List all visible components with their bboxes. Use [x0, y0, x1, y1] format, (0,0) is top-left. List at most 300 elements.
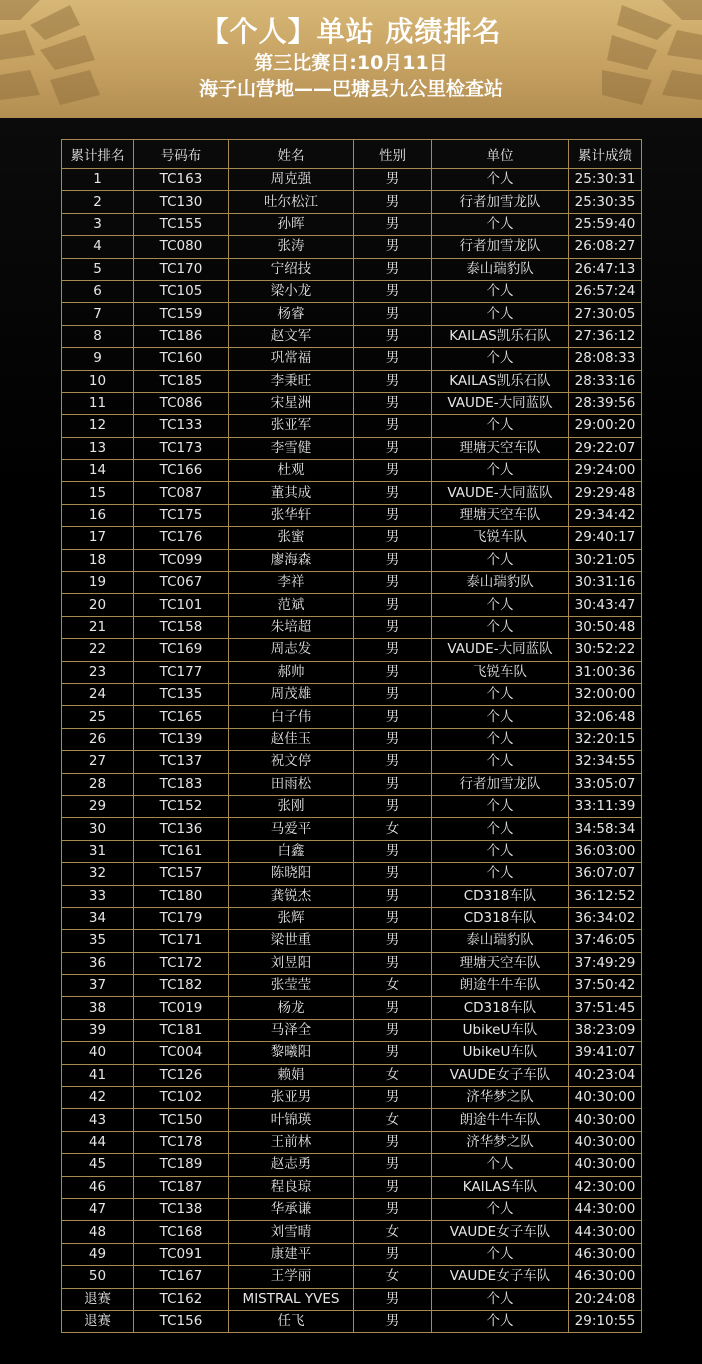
results-table: [61, 139, 642, 1333]
table-row: [62, 885, 642, 907]
cell-name: 华承谦: [229, 1198, 354, 1220]
table-row: [62, 280, 642, 302]
cell-name: 刘雪晴: [229, 1221, 354, 1243]
cell-bib: TC086: [134, 392, 229, 414]
cell-total-time: 34:58:34: [569, 818, 642, 840]
cell-bib: TC167: [134, 1266, 229, 1288]
cell-name: 张亚男: [229, 1087, 354, 1109]
cell-gender: 男: [354, 616, 432, 638]
cell-rank: 25: [62, 706, 134, 728]
cell-name: 杨龙: [229, 997, 354, 1019]
cell-name: 白鑫: [229, 840, 354, 862]
cell-gender: 男: [354, 907, 432, 929]
cell-total-time: 36:34:02: [569, 907, 642, 929]
cell-team: 个人: [432, 840, 569, 862]
cell-name: 祝文停: [229, 751, 354, 773]
cell-rank: 19: [62, 572, 134, 594]
cell-rank: 29: [62, 795, 134, 817]
cell-team: 个人: [432, 683, 569, 705]
cell-total-time: 32:06:48: [569, 706, 642, 728]
cell-rank: 退赛: [62, 1288, 134, 1310]
cell-gender: 男: [354, 997, 432, 1019]
table-row: [62, 504, 642, 526]
table-row: [62, 460, 642, 482]
cell-team: VAUDE女子车队: [432, 1064, 569, 1086]
cell-bib: TC177: [134, 661, 229, 683]
cell-total-time: 37:50:42: [569, 975, 642, 997]
cell-bib: TC181: [134, 1019, 229, 1041]
cell-rank: 39: [62, 1019, 134, 1041]
cell-total-time: 40:30:00: [569, 1154, 642, 1176]
cell-rank: 13: [62, 437, 134, 459]
cell-bib: TC172: [134, 952, 229, 974]
cell-gender: 男: [354, 751, 432, 773]
table-row: [62, 1243, 642, 1265]
table-row: [62, 325, 642, 347]
cell-team: UbikeU车队: [432, 1019, 569, 1041]
cell-bib: TC169: [134, 639, 229, 661]
cell-gender: 男: [354, 683, 432, 705]
header-team: 单位: [432, 140, 569, 169]
cell-name: 张莹莹: [229, 975, 354, 997]
cell-gender: 男: [354, 594, 432, 616]
cell-name: 赵文军: [229, 325, 354, 347]
cell-bib: TC136: [134, 818, 229, 840]
cell-team: 朗途牛牛车队: [432, 1109, 569, 1131]
cell-gender: 男: [354, 348, 432, 370]
cell-name: 杨睿: [229, 303, 354, 325]
table-row: [62, 1288, 642, 1310]
stage-route: 海子山营地——巴塘县九公里检查站: [198, 78, 503, 100]
cell-bib: TC170: [134, 258, 229, 280]
header-banner: [0, 0, 702, 118]
table-row: [62, 482, 642, 504]
cell-bib: TC173: [134, 437, 229, 459]
cell-gender: 男: [354, 661, 432, 683]
cell-bib: TC161: [134, 840, 229, 862]
table-row: [62, 616, 642, 638]
cell-gender: 男: [354, 952, 432, 974]
cell-name: 孙晖: [229, 213, 354, 235]
cell-gender: 男: [354, 325, 432, 347]
table-row: [62, 930, 642, 952]
cell-name: 王学丽: [229, 1266, 354, 1288]
cell-team: KAILAS车队: [432, 1176, 569, 1198]
cell-team: 个人: [432, 728, 569, 750]
table-header-row: [62, 140, 642, 169]
cell-name: 刘昱阳: [229, 952, 354, 974]
cell-team: 个人: [432, 415, 569, 437]
cell-rank: 41: [62, 1064, 134, 1086]
cell-gender: 男: [354, 280, 432, 302]
cell-bib: TC165: [134, 706, 229, 728]
cell-team: VAUDE-大同蓝队: [432, 392, 569, 414]
cell-rank: 46: [62, 1176, 134, 1198]
cell-name: 白子伟: [229, 706, 354, 728]
cell-team: 个人: [432, 549, 569, 571]
cell-rank: 17: [62, 527, 134, 549]
cell-team: 个人: [432, 1288, 569, 1310]
table-row: [62, 1266, 642, 1288]
cell-name: 赵佳玉: [229, 728, 354, 750]
table-row: [62, 773, 642, 795]
cell-name: 龚锐杰: [229, 885, 354, 907]
cell-team: 济华梦之队: [432, 1087, 569, 1109]
cell-bib: TC102: [134, 1087, 229, 1109]
table-row: [62, 1310, 642, 1332]
cell-gender: 男: [354, 639, 432, 661]
cell-total-time: 36:07:07: [569, 863, 642, 885]
cell-bib: TC019: [134, 997, 229, 1019]
cell-team: KAILAS凯乐石队: [432, 370, 569, 392]
cell-gender: 男: [354, 930, 432, 952]
cell-team: 个人: [432, 169, 569, 191]
cell-total-time: 37:46:05: [569, 930, 642, 952]
cell-team: CD318车队: [432, 997, 569, 1019]
cell-total-time: 33:05:07: [569, 773, 642, 795]
cell-rank: 43: [62, 1109, 134, 1131]
cell-total-time: 27:36:12: [569, 325, 642, 347]
cell-bib: TC189: [134, 1154, 229, 1176]
cell-name: 范斌: [229, 594, 354, 616]
cell-total-time: 32:20:15: [569, 728, 642, 750]
cell-team: 理塘天空车队: [432, 504, 569, 526]
cell-rank: 38: [62, 997, 134, 1019]
cell-gender: 男: [354, 795, 432, 817]
cell-name: 康建平: [229, 1243, 354, 1265]
cell-bib: TC156: [134, 1310, 229, 1332]
cell-team: 个人: [432, 795, 569, 817]
table-row: [62, 236, 642, 258]
cell-team: 行者加雪龙队: [432, 236, 569, 258]
cell-total-time: 26:57:24: [569, 280, 642, 302]
cell-team: KAILAS凯乐石队: [432, 325, 569, 347]
cell-rank: 35: [62, 930, 134, 952]
cell-rank: 12: [62, 415, 134, 437]
cell-bib: TC178: [134, 1131, 229, 1153]
table-row: [62, 818, 642, 840]
header-name: 姓名: [229, 140, 354, 169]
cell-bib: TC175: [134, 504, 229, 526]
cell-rank: 6: [62, 280, 134, 302]
cell-team: VAUDE-大同蓝队: [432, 482, 569, 504]
cell-total-time: 25:59:40: [569, 213, 642, 235]
cell-bib: TC160: [134, 348, 229, 370]
cell-team: 个人: [432, 1243, 569, 1265]
cell-total-time: 30:52:22: [569, 639, 642, 661]
cell-name: 朱培超: [229, 616, 354, 638]
cell-total-time: 30:43:47: [569, 594, 642, 616]
cell-team: 个人: [432, 1154, 569, 1176]
page-title: 【个人】单站 成绩排名: [200, 15, 502, 48]
cell-rank: 37: [62, 975, 134, 997]
cell-bib: TC171: [134, 930, 229, 952]
cell-total-time: 29:22:07: [569, 437, 642, 459]
cell-total-time: 20:24:08: [569, 1288, 642, 1310]
cell-rank: 10: [62, 370, 134, 392]
cell-team: 个人: [432, 303, 569, 325]
cell-total-time: 40:23:04: [569, 1064, 642, 1086]
cell-rank: 24: [62, 683, 134, 705]
cell-rank: 23: [62, 661, 134, 683]
cell-gender: 男: [354, 213, 432, 235]
cell-gender: 男: [354, 370, 432, 392]
cell-total-time: 25:30:35: [569, 191, 642, 213]
cell-name: 李秉旺: [229, 370, 354, 392]
cell-name: 李祥: [229, 572, 354, 594]
cell-name: 张蜜: [229, 527, 354, 549]
table-row: [62, 1064, 642, 1086]
cell-bib: TC150: [134, 1109, 229, 1131]
table-row: [62, 258, 642, 280]
cell-gender: 男: [354, 415, 432, 437]
table-row: [62, 1154, 642, 1176]
cell-gender: 男: [354, 1243, 432, 1265]
cell-rank: 50: [62, 1266, 134, 1288]
cell-bib: TC157: [134, 863, 229, 885]
cell-rank: 33: [62, 885, 134, 907]
cell-name: 陈晓阳: [229, 863, 354, 885]
cell-total-time: 32:34:55: [569, 751, 642, 773]
cell-name: 李雪健: [229, 437, 354, 459]
cell-team: 飞锐车队: [432, 661, 569, 683]
cell-gender: 女: [354, 1109, 432, 1131]
cell-gender: 男: [354, 482, 432, 504]
cell-gender: 女: [354, 818, 432, 840]
cell-team: 泰山瑞豹队: [432, 258, 569, 280]
cell-team: 个人: [432, 818, 569, 840]
cell-name: 周志发: [229, 639, 354, 661]
cell-bib: TC004: [134, 1042, 229, 1064]
cell-bib: TC091: [134, 1243, 229, 1265]
cell-bib: TC155: [134, 213, 229, 235]
cell-name: 马泽全: [229, 1019, 354, 1041]
table-row: [62, 661, 642, 683]
cell-name: 马爱平: [229, 818, 354, 840]
cell-bib: TC180: [134, 885, 229, 907]
cell-name: 廖海森: [229, 549, 354, 571]
cell-gender: 男: [354, 1310, 432, 1332]
cell-gender: 男: [354, 1087, 432, 1109]
header-rank: 累计排名: [62, 140, 134, 169]
cell-gender: 男: [354, 258, 432, 280]
cell-bib: TC152: [134, 795, 229, 817]
cell-gender: 男: [354, 460, 432, 482]
table-row: [62, 1221, 642, 1243]
cell-bib: TC101: [134, 594, 229, 616]
cell-team: 个人: [432, 348, 569, 370]
table-row: [62, 975, 642, 997]
cell-total-time: 29:40:17: [569, 527, 642, 549]
cell-rank: 20: [62, 594, 134, 616]
table-row: [62, 751, 642, 773]
cell-name: 梁小龙: [229, 280, 354, 302]
cell-gender: 男: [354, 840, 432, 862]
cell-total-time: 29:24:00: [569, 460, 642, 482]
table-row: [62, 1087, 642, 1109]
table-row: [62, 348, 642, 370]
cell-rank: 18: [62, 549, 134, 571]
cell-total-time: 28:33:16: [569, 370, 642, 392]
cell-gender: 男: [354, 1019, 432, 1041]
cell-total-time: 36:12:52: [569, 885, 642, 907]
cell-total-time: 25:30:31: [569, 169, 642, 191]
cell-total-time: 31:00:36: [569, 661, 642, 683]
cell-bib: TC139: [134, 728, 229, 750]
cell-rank: 9: [62, 348, 134, 370]
cell-rank: 32: [62, 863, 134, 885]
cell-name: 任飞: [229, 1310, 354, 1332]
cell-total-time: 28:39:56: [569, 392, 642, 414]
cell-bib: TC163: [134, 169, 229, 191]
cell-team: 个人: [432, 594, 569, 616]
cell-rank: 45: [62, 1154, 134, 1176]
cell-total-time: 28:08:33: [569, 348, 642, 370]
cell-total-time: 40:30:00: [569, 1087, 642, 1109]
cell-rank: 7: [62, 303, 134, 325]
table-row: [62, 303, 642, 325]
cell-total-time: 30:50:48: [569, 616, 642, 638]
cell-team: 行者加雪龙队: [432, 191, 569, 213]
cell-total-time: 46:30:00: [569, 1266, 642, 1288]
table-row: [62, 191, 642, 213]
cell-bib: TC183: [134, 773, 229, 795]
cell-total-time: 40:30:00: [569, 1131, 642, 1153]
cell-bib: TC130: [134, 191, 229, 213]
cell-name: 张涛: [229, 236, 354, 258]
cell-bib: TC179: [134, 907, 229, 929]
cell-team: 个人: [432, 1198, 569, 1220]
cell-name: 宁绍技: [229, 258, 354, 280]
cell-team: 个人: [432, 616, 569, 638]
cell-gender: 男: [354, 392, 432, 414]
header-gender: 性别: [354, 140, 432, 169]
table-row: [62, 1198, 642, 1220]
table-row: [62, 527, 642, 549]
cell-total-time: 44:30:00: [569, 1221, 642, 1243]
cell-bib: TC185: [134, 370, 229, 392]
cell-rank: 26: [62, 728, 134, 750]
cell-gender: 男: [354, 863, 432, 885]
cell-name: 宋星洲: [229, 392, 354, 414]
cell-gender: 男: [354, 1198, 432, 1220]
cell-team: 个人: [432, 213, 569, 235]
cell-gender: 男: [354, 728, 432, 750]
cell-name: 梁世重: [229, 930, 354, 952]
cell-total-time: 44:30:00: [569, 1198, 642, 1220]
cell-team: 行者加雪龙队: [432, 773, 569, 795]
cell-rank: 22: [62, 639, 134, 661]
cell-total-time: 36:03:00: [569, 840, 642, 862]
cell-team: 个人: [432, 706, 569, 728]
table-row: [62, 706, 642, 728]
table-row: [62, 863, 642, 885]
cell-name: 赵志勇: [229, 1154, 354, 1176]
cell-rank: 40: [62, 1042, 134, 1064]
cell-total-time: 26:08:27: [569, 236, 642, 258]
cell-bib: TC176: [134, 527, 229, 549]
cell-gender: 男: [354, 169, 432, 191]
cell-total-time: 29:34:42: [569, 504, 642, 526]
cell-name: 周茂雄: [229, 683, 354, 705]
cell-rank: 8: [62, 325, 134, 347]
cell-team: 个人: [432, 280, 569, 302]
cell-rank: 31: [62, 840, 134, 862]
table-row: [62, 169, 642, 191]
cell-gender: 女: [354, 1221, 432, 1243]
cell-rank: 21: [62, 616, 134, 638]
cell-rank: 2: [62, 191, 134, 213]
cell-total-time: 30:21:05: [569, 549, 642, 571]
cell-gender: 女: [354, 1266, 432, 1288]
cell-bib: TC067: [134, 572, 229, 594]
table-row: [62, 997, 642, 1019]
cell-total-time: 29:29:48: [569, 482, 642, 504]
cell-team: 朗途牛牛车队: [432, 975, 569, 997]
cell-total-time: 30:31:16: [569, 572, 642, 594]
cell-gender: 男: [354, 1042, 432, 1064]
cell-team: 个人: [432, 1310, 569, 1332]
cell-gender: 男: [354, 706, 432, 728]
cell-total-time: 40:30:00: [569, 1109, 642, 1131]
cell-rank: 47: [62, 1198, 134, 1220]
cell-rank: 34: [62, 907, 134, 929]
cell-bib: TC087: [134, 482, 229, 504]
cell-gender: 男: [354, 773, 432, 795]
cell-rank: 16: [62, 504, 134, 526]
cell-name: 杜观: [229, 460, 354, 482]
cell-gender: 女: [354, 1064, 432, 1086]
table-row: [62, 952, 642, 974]
cell-team: 个人: [432, 863, 569, 885]
cell-bib: TC105: [134, 280, 229, 302]
cell-bib: TC126: [134, 1064, 229, 1086]
cell-bib: TC182: [134, 975, 229, 997]
cell-name: 张刚: [229, 795, 354, 817]
cell-rank: 44: [62, 1131, 134, 1153]
table-row: [62, 1042, 642, 1064]
table-row: [62, 1176, 642, 1198]
cell-team: 理塘天空车队: [432, 437, 569, 459]
cell-total-time: 29:10:55: [569, 1310, 642, 1332]
cell-rank: 1: [62, 169, 134, 191]
table-row: [62, 907, 642, 929]
cell-team: 泰山瑞豹队: [432, 572, 569, 594]
table-row: [62, 370, 642, 392]
cell-rank: 42: [62, 1087, 134, 1109]
cell-team: VAUDE女子车队: [432, 1221, 569, 1243]
cell-gender: 男: [354, 1154, 432, 1176]
cell-bib: TC187: [134, 1176, 229, 1198]
table-row: [62, 572, 642, 594]
cell-bib: TC133: [134, 415, 229, 437]
cell-total-time: 38:23:09: [569, 1019, 642, 1041]
table-row: [62, 549, 642, 571]
cell-total-time: 27:30:05: [569, 303, 642, 325]
header-total-time: 累计成绩: [569, 140, 642, 169]
cell-name: 吐尔松江: [229, 191, 354, 213]
cell-rank: 14: [62, 460, 134, 482]
cell-bib: TC080: [134, 236, 229, 258]
cell-name: 张亚军: [229, 415, 354, 437]
cell-name: 赖娟: [229, 1064, 354, 1086]
table-row: [62, 594, 642, 616]
cell-rank: 48: [62, 1221, 134, 1243]
cell-name: MISTRAL YVES: [229, 1288, 354, 1310]
cell-name: 周克强: [229, 169, 354, 191]
cell-name: 张华轩: [229, 504, 354, 526]
cell-gender: 男: [354, 437, 432, 459]
